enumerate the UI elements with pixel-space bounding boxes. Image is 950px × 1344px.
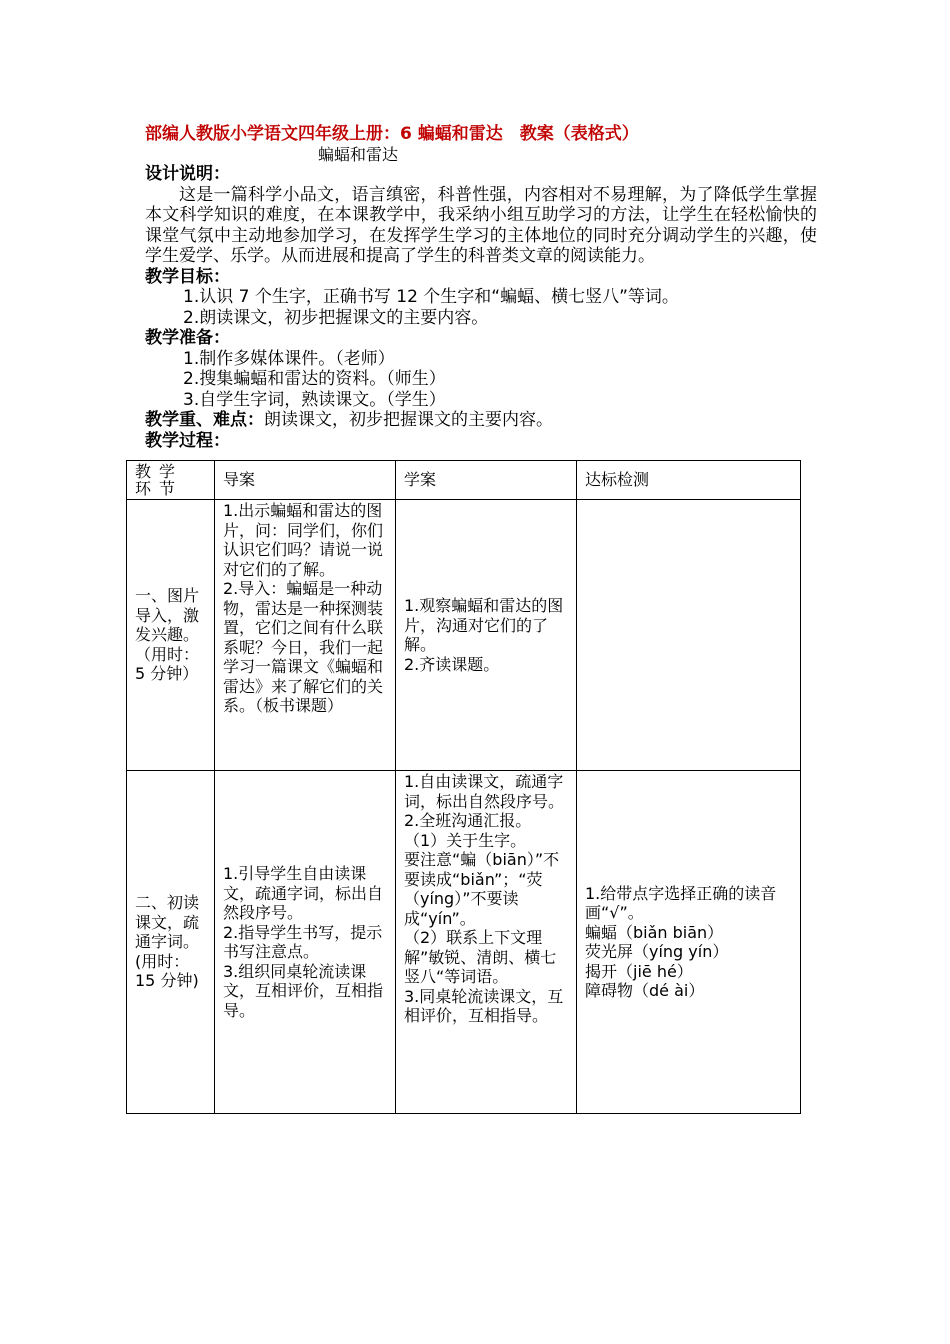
study-line: （1）关于生字。 xyxy=(404,830,527,850)
check-line: 蝙蝠（biǎn biān） xyxy=(585,922,724,942)
guide-cell xyxy=(215,500,396,771)
goal-item: 1.认识 7 个生字，正确书写 12 个生字和“蝙蝠、横七竖八”等词。 xyxy=(183,287,679,307)
stage-cell: 一、图片导入，激发兴趣。（用时：5 分钟） xyxy=(127,500,215,771)
study-line: 1.观察蝙蝠和雷达的图片，沟通对它们的了解。 xyxy=(404,596,564,654)
design-heading: 设计说明： xyxy=(145,164,230,184)
check-line: 障碍物（dé ài） xyxy=(585,981,705,1000)
table-header-row xyxy=(127,461,801,500)
check-line: 荧光屏（yíng yín） xyxy=(585,942,729,961)
check-cell xyxy=(577,771,801,1114)
study-cell xyxy=(396,500,577,771)
guide-line: 2.指导学生书写，提示书写注意点。 xyxy=(223,922,383,961)
prep-item: 3.自学生字词，熟读课文。（学生） xyxy=(183,389,446,410)
prep-item: 1.制作多媒体课件。（老师） xyxy=(183,348,395,369)
header-guide: 导案 xyxy=(215,461,396,500)
process-table xyxy=(126,460,801,1114)
guide-line: 2.导入：蝙蝠是一种动物，雷达是一种探测装置，它们之间有什么联系呢？今日，我们一起学习一篇课文《蝙蝠和雷达》来了解它们的关系。（板书课题） xyxy=(223,579,384,715)
goals-heading: 教学目标： xyxy=(145,266,230,287)
study-cell xyxy=(396,771,577,1114)
key-text: 朗读课文，初步把握课文的主要内容。 xyxy=(264,410,553,430)
header-study: 学案 xyxy=(396,461,577,500)
study-line: 1.自由读课文，疏通字词，标出自然段序号。 xyxy=(404,772,565,811)
header-check: 达标检测 xyxy=(577,461,801,500)
goal-item: 2.朗读课文，初步把握课文的主要内容。 xyxy=(183,307,489,328)
check-line: 1.给带点字选择正确的读音画“√”。 xyxy=(585,883,777,922)
process-heading: 教学过程： xyxy=(145,430,230,451)
check-line: 揭开（jiē hé） xyxy=(585,961,693,981)
key-label: 教学重、难点： xyxy=(145,410,264,430)
header-stage: 教学环节 xyxy=(127,461,215,500)
study-line: 2.齐读课题。 xyxy=(404,654,500,674)
table-row xyxy=(127,500,801,771)
key-points xyxy=(145,410,817,431)
prep-heading: 教学准备： xyxy=(145,328,230,348)
document-title: 部编人教版小学语文四年级上册：6 蝙蝠和雷达 教案（表格式） xyxy=(145,124,639,144)
guide-line: 3.组织同桌轮流读课文，互相评价，互相指导。 xyxy=(223,961,384,1020)
guide-cell xyxy=(215,771,396,1114)
table-row xyxy=(127,771,801,1114)
study-line: 3.同桌轮流读课文，互相评价，互相指导。 xyxy=(404,986,564,1025)
guide-line: 1.引导学生自由读课文，疏通字词，标出自然段序号。 xyxy=(223,864,384,922)
study-line: （2）联系上下文理解”敏锐、清朗、横七竖八“等词语。 xyxy=(404,928,557,986)
stage-cell: 二、初读课文，疏通字词。(用时：15 分钟) xyxy=(127,771,215,1114)
study-line: 2.全班沟通汇报。 xyxy=(404,811,532,830)
guide-line: 1.出示蝙蝠和雷达的图片，问：同学们，你们认识它们吗？请说一说对它们的了解。 xyxy=(223,501,384,579)
document-body xyxy=(145,164,817,451)
design-text: 这是一篇科学小品文，语言缜密，科普性强，内容相对不易理解，为了降低学生掌握本文科学知识的难度，在本课教学中，我采纳小组互助学习的方法，让学生在轻松愉快的课堂气氛中主动地参加学习，在发挥学生学习的主体地位的同时充分调动学生的兴趣，使学生爱学、乐学。从而进展和提高了学生的科普类文章的阅读能力。 xyxy=(145,184,817,266)
prep-item: 2.搜集蝙蝠和雷达的资料。（师生） xyxy=(183,369,446,389)
document-subtitle: 蝙蝠和雷达 xyxy=(318,145,399,164)
study-line: 要注意“蝙（biān）”不要读成“biǎn”；“荧（yíng）”不要读成“yín”。 xyxy=(404,850,560,928)
check-cell xyxy=(577,500,801,771)
